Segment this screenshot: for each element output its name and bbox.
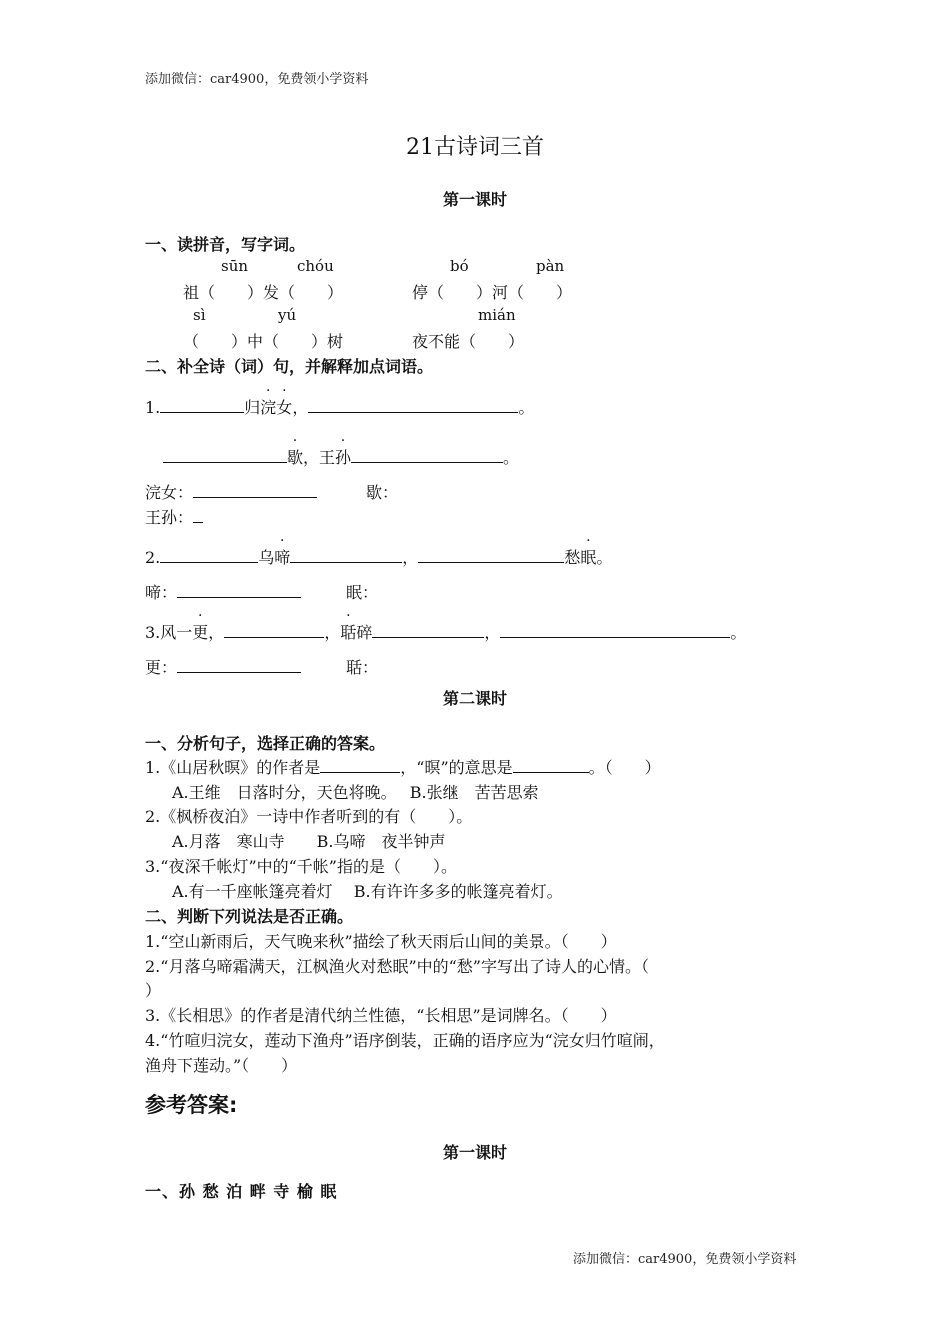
q2-number: 2.	[145, 548, 161, 567]
pinyin-si: sì	[193, 306, 206, 324]
pinyin-mian: mián	[478, 306, 516, 324]
poem-q3-line	[145, 620, 746, 643]
q3-comma: ，	[484, 623, 501, 642]
explain-label: 王孙：	[145, 508, 194, 527]
page-title: 21古诗词三首	[406, 135, 544, 160]
q1-comma: ，	[292, 398, 309, 417]
q3-text: 风一	[160, 623, 193, 642]
answer-blank[interactable]	[160, 398, 244, 413]
explain-wangsun	[145, 505, 203, 528]
explain-ti	[145, 580, 301, 603]
poem-q2-line	[145, 545, 612, 568]
q1-number: 1.	[145, 398, 161, 417]
l2-section2-heading: 二、判断下列说法是否正确。	[145, 907, 354, 926]
explain-huannv	[145, 480, 317, 503]
answer-blank[interactable]	[308, 398, 518, 413]
answer-blank[interactable]	[500, 623, 730, 638]
judge-item-2: 2.“月落乌啼霜满天，江枫渔火对愁眠”中的“愁”字写出了诗人的心情。（	[145, 957, 649, 976]
pinyin-pan: pàn	[536, 257, 565, 275]
answer-blank[interactable]	[163, 448, 287, 463]
q1-char: 归	[244, 398, 261, 417]
answer-line-1: 一、孙 愁 泊 畔 寺 榆 眠	[145, 1182, 338, 1201]
answer-blank[interactable]	[177, 583, 301, 598]
judge-item-2-cont: ）	[145, 981, 162, 1000]
word-row1-right: 停（ ）河（ ）	[412, 283, 573, 302]
word-row2-right: 夜不能（ ）	[412, 332, 525, 351]
pinyin-bo: bó	[450, 257, 469, 275]
word-row2-left: （ ）中（ ）树	[183, 332, 344, 351]
judge-item-3: 3.《长相思》的作者是清代纳兰性德，“长相思”是词牌名。（ ）	[145, 1006, 617, 1025]
q1-period: 。	[518, 398, 535, 417]
l2-q1-options: A.王维 日落时分，天色将晚。 B.张继 苦苦思索	[172, 783, 539, 802]
poem-q1b-line	[163, 445, 519, 468]
q1b-dotted-char: 歇	[287, 448, 304, 467]
q3-dotted-char: 聒	[340, 623, 357, 642]
q1b-period: 。	[503, 448, 520, 467]
answers-lesson-heading: 第一课时	[442, 1143, 507, 1162]
lesson1-heading: 第一课时	[442, 190, 507, 209]
answer-blank[interactable]	[193, 483, 317, 498]
answer-blank[interactable]	[372, 623, 484, 638]
answer-blank[interactable]	[513, 758, 589, 773]
q3-period: 。	[730, 623, 747, 642]
q2-period: 。	[596, 548, 613, 567]
explain-label: 浣女：	[145, 483, 194, 502]
q3-dotted-char: 更	[192, 623, 209, 642]
l2-q2: 2.《枫桥夜泊》一诗中作者听到的有（ ）。	[145, 807, 473, 826]
explain-geng	[145, 655, 301, 678]
answer-blank[interactable]	[290, 548, 402, 563]
explain-xie: 歇：	[366, 483, 399, 502]
q2-comma: ，	[402, 548, 419, 567]
section1-heading: 一、读拼音，写字词。	[145, 235, 306, 254]
l2-q2-options: A.月落 寒山寺 B.乌啼 夜半钟声	[172, 832, 446, 851]
explain-guo: 聒：	[346, 658, 379, 677]
judge-item-4: 4.“竹喧归浣女，莲动下渔舟”语序倒装，正确的语序应为“浣女归竹喧闹，	[145, 1031, 665, 1050]
answer-blank[interactable]	[193, 508, 203, 523]
answer-blank[interactable]	[418, 548, 564, 563]
answer-blank[interactable]	[320, 758, 400, 773]
l2-q1-text: ，“暝”的意思是	[400, 758, 513, 777]
q3-number: 3.	[145, 623, 161, 642]
q3-comma: ，	[208, 623, 225, 642]
q2-dotted-char: 眠	[580, 548, 597, 567]
answers-heading: 参考答案:	[145, 1093, 238, 1117]
word-row1-left: 祖（ ）发（ ）	[183, 283, 344, 302]
l2-q3: 3.“夜深千帐灯”中的“千帐”指的是（ ）。	[145, 857, 457, 876]
q3-text: 碎	[356, 623, 373, 642]
l2-q1	[145, 755, 661, 778]
answer-blank[interactable]	[224, 623, 324, 638]
answer-blank[interactable]	[351, 448, 503, 463]
judge-item-1: 1.“空山新雨后，天气晚来秋”描绘了秋天雨后山间的美景。（ ）	[145, 932, 617, 951]
page-header: 添加微信：car4900，免费领小学资料	[145, 72, 369, 87]
judge-item-4-cont: 渔舟下莲动。”（ ）	[145, 1056, 298, 1075]
q1b-text: ，王	[303, 448, 336, 467]
q2-char: 愁	[564, 548, 581, 567]
page-footer: 添加微信：car4900，免费领小学资料	[573, 1252, 797, 1267]
pinyin-yu: yú	[278, 306, 297, 324]
l2-section1-heading: 一、分析句子，选择正确的答案。	[145, 734, 386, 753]
pinyin-chou: chóu	[297, 257, 334, 275]
q2-dotted-char: 啼	[274, 548, 291, 567]
q1b-dotted-char: 孙	[335, 448, 352, 467]
answer-blank[interactable]	[177, 658, 301, 673]
explain-label: 啼：	[145, 583, 178, 602]
lesson2-heading: 第二课时	[442, 689, 507, 708]
section2-heading: 二、补全诗（词）句，并解释加点词语。	[145, 357, 434, 376]
q1-dotted-char: 女	[276, 398, 293, 417]
q2-char: 乌	[258, 548, 275, 567]
explain-label: 更：	[145, 658, 178, 677]
q1-dotted-char: 浣	[260, 398, 277, 417]
q3-comma: ，	[324, 623, 341, 642]
l2-q3-options: A.有一千座帐篷亮着灯 B.有许许多多的帐篷亮着灯。	[172, 882, 563, 901]
pinyin-sun: sūn	[221, 257, 249, 275]
answer-blank[interactable]	[160, 548, 258, 563]
explain-mian: 眠：	[346, 583, 379, 602]
poem-q1-line	[145, 395, 534, 418]
l2-q1-text: 。（ ）	[588, 758, 661, 777]
l2-q1-text: 1.《山居秋暝》的作者是	[145, 758, 321, 777]
